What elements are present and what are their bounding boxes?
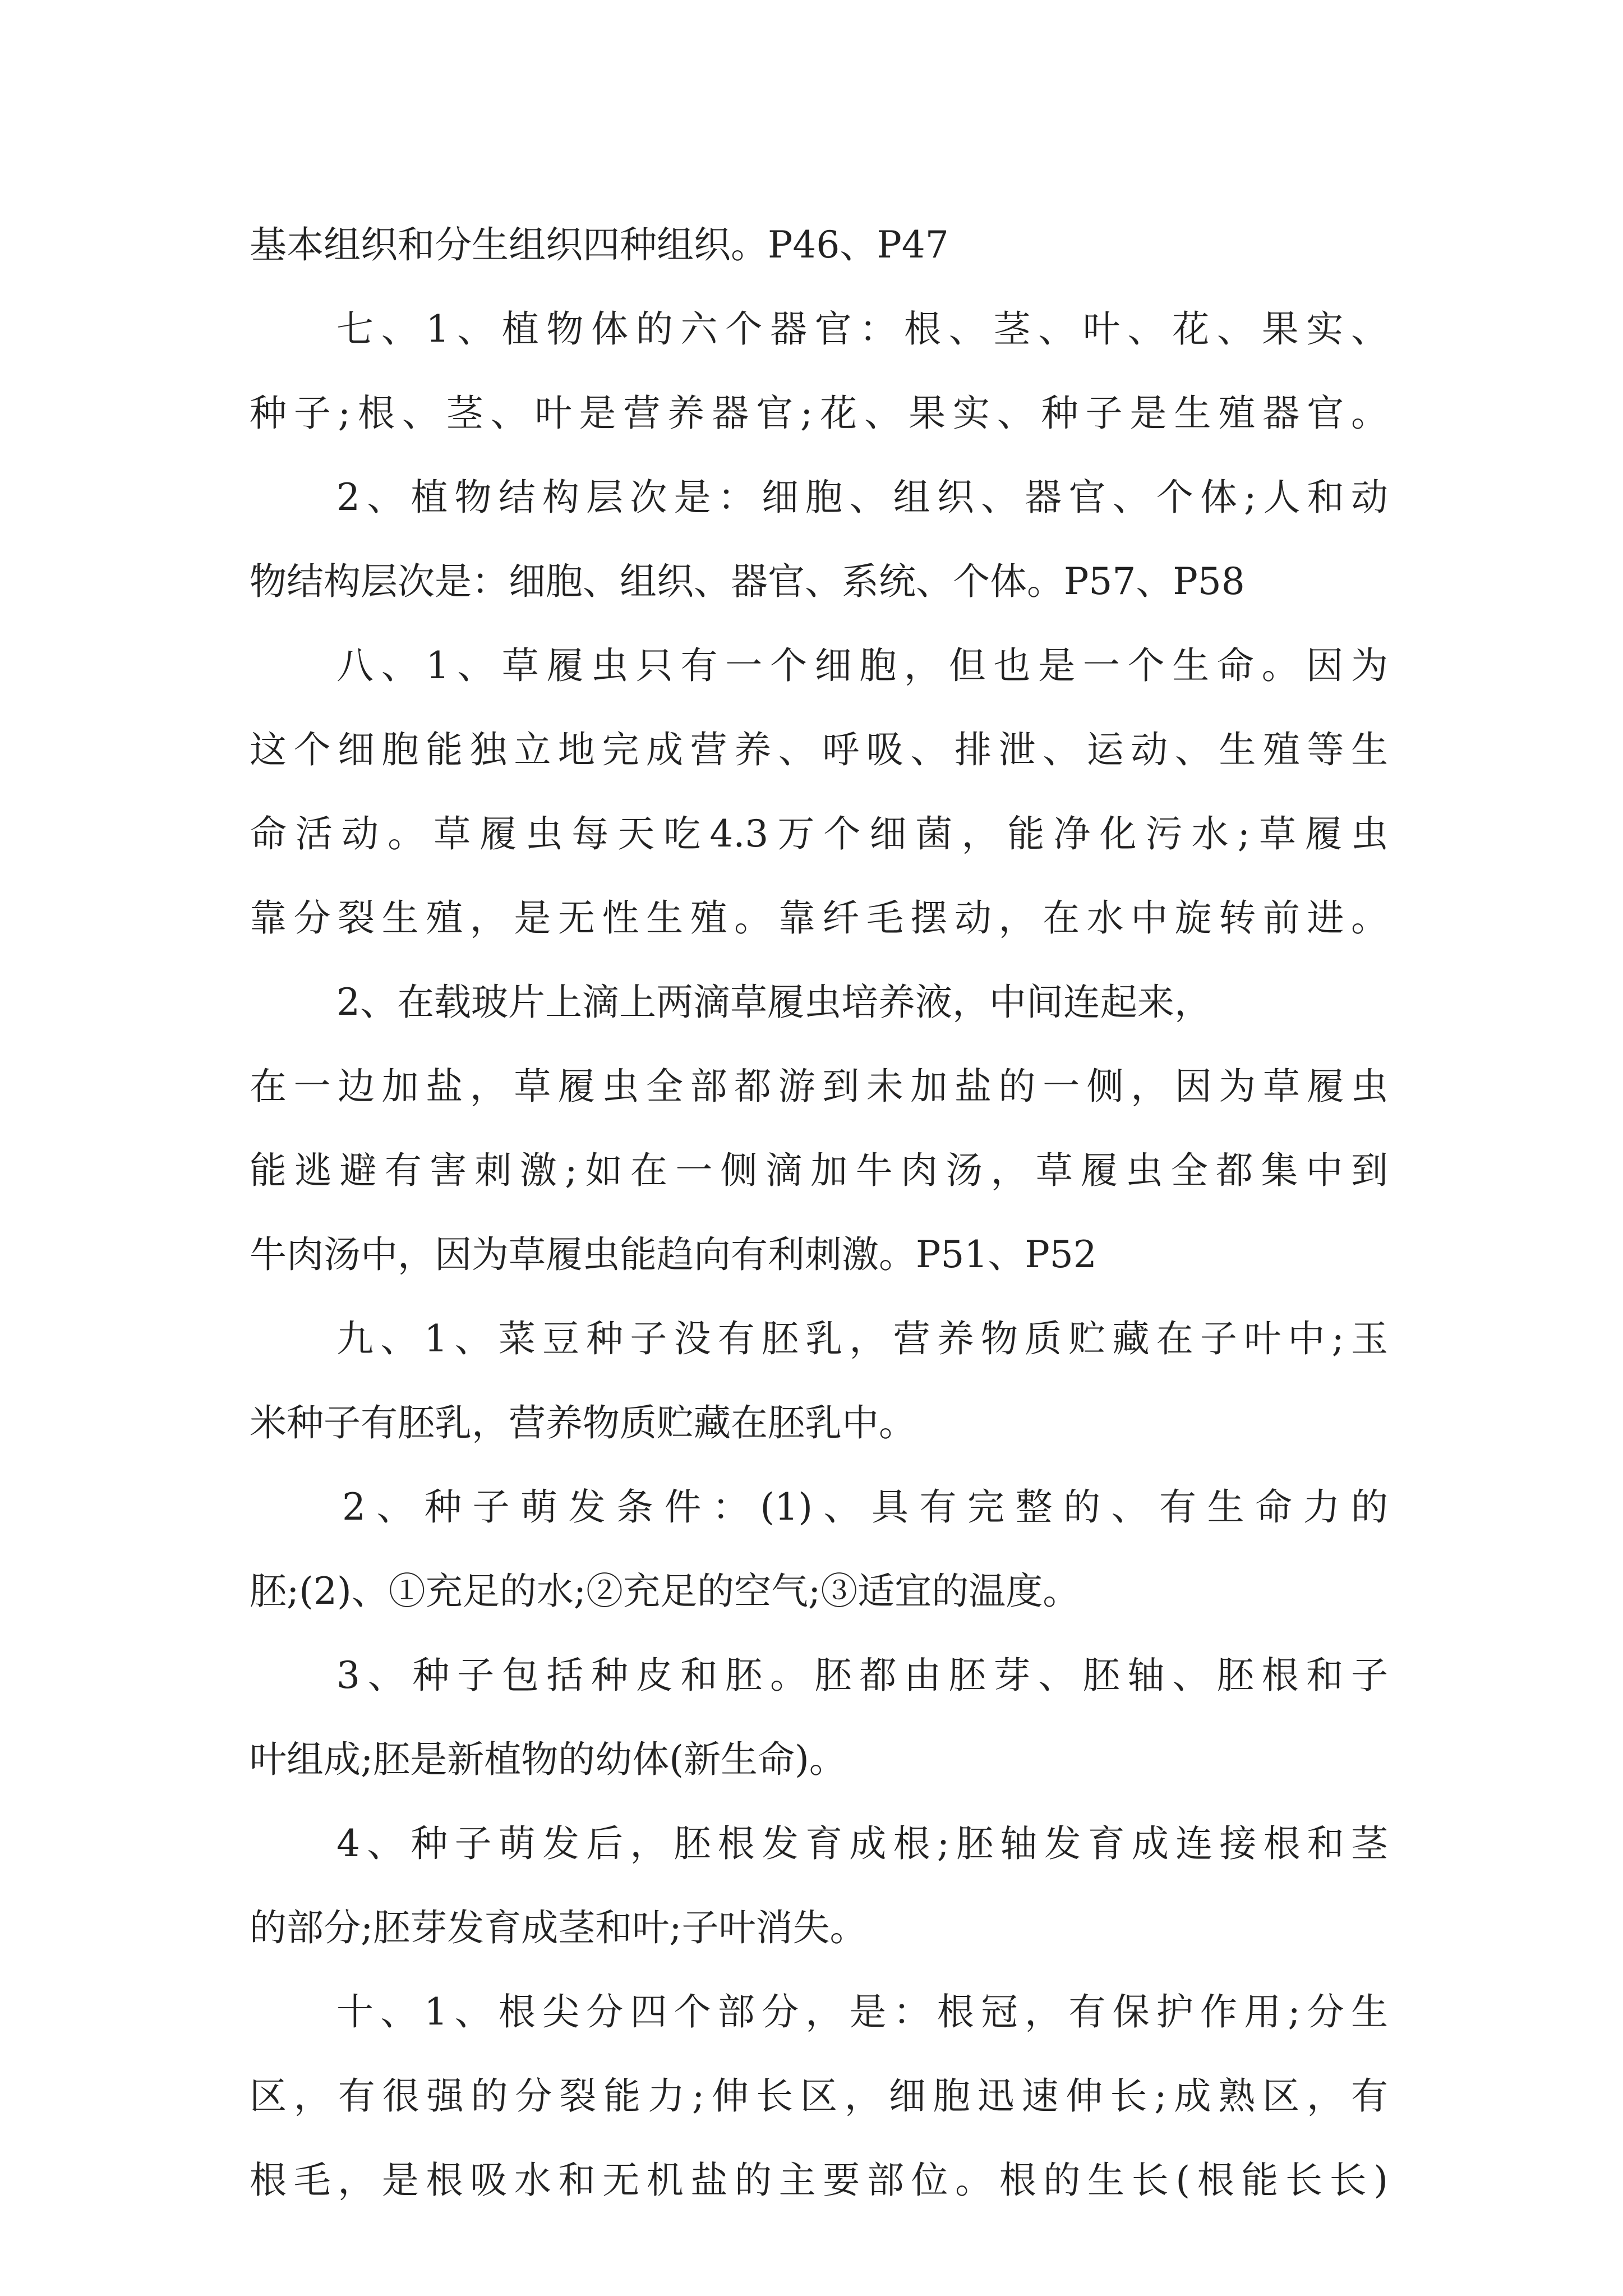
text-line-23: 区，有很强的分裂能力;伸长区，细胞迅速伸长;成熟区，有 [250,2074,1388,2118]
text-line-22: 十、1、根尖分四个部分，是：根冠，有保护作用;分生 [336,1990,1388,2033]
text-line-12: 能逃避有害刺激;如在一侧滴加牛肉汤，草履虫全都集中到 [250,1149,1388,1192]
text-line-20: 4、种子萌发后，胚根发育成根;胚轴发育成连接根和茎 [336,1822,1388,1865]
text-line-19: 叶组成;胚是新植物的幼体(新生命)。 [250,1738,846,1781]
text-line-11: 在一边加盐，草履虫全部都游到未加盐的一侧，因为草履虫 [250,1065,1388,1108]
text-line-10: 2、在载玻片上滴上两滴草履虫培养液，中间连起来， [336,981,1211,1024]
text-line-21: 的部分;胚芽发育成茎和叶;子叶消失。 [250,1906,867,1949]
text-line-17: 胚;(2)、①充足的水;②充足的空气;③适宜的温度。 [250,1570,1080,1613]
text-line-6: 八、1、草履虫只有一个细胞，但也是一个生命。因为 [336,644,1388,687]
text-line-24: 根毛，是根吸水和无机盐的主要部位。根的生长(根能长长) [250,2159,1388,2202]
text-line-7: 这个细胞能独立地完成营养、呼吸、排泄、运动、生殖等生 [250,728,1388,771]
text-line-3: 种子;根、茎、叶是营养器官;花、果实、种子是生殖器官。 [250,392,1388,435]
text-line-9: 靠分裂生殖，是无性生殖。靠纤毛摆动，在水中旋转前进。 [250,896,1388,940]
text-line-5: 物结构层次是：细胞、组织、器官、系统、个体。P57、P58 [250,560,1245,603]
text-line-18: 3、种子包括种皮和胚。胚都由胚芽、胚轴、胚根和子 [336,1654,1388,1697]
text-line-15: 米种子有胚乳，营养物质贮藏在胚乳中。 [250,1401,916,1444]
text-line-14: 九、1、菜豆种子没有胚乳，营养物质贮藏在子叶中;玉 [336,1317,1388,1360]
text-line-13: 牛肉汤中，因为草履虫能趋向有利刺激。P51、P52 [250,1233,1097,1276]
text-line-8: 命活动。草履虫每天吃4.3万个细菌，能净化污水;草履虫 [250,812,1388,855]
text-line-2: 七、1、植物体的六个器官：根、茎、叶、花、果实、 [336,307,1388,351]
text-line-4: 2、植物结构层次是：细胞、组织、器官、个体;人和动 [336,476,1388,519]
text-line-1: 基本组织和分生组织四种组织。P46、P47 [250,223,949,266]
text-line-16: 2、种子萌发条件：(1)、具有完整的、有生命力的 [342,1485,1388,1529]
